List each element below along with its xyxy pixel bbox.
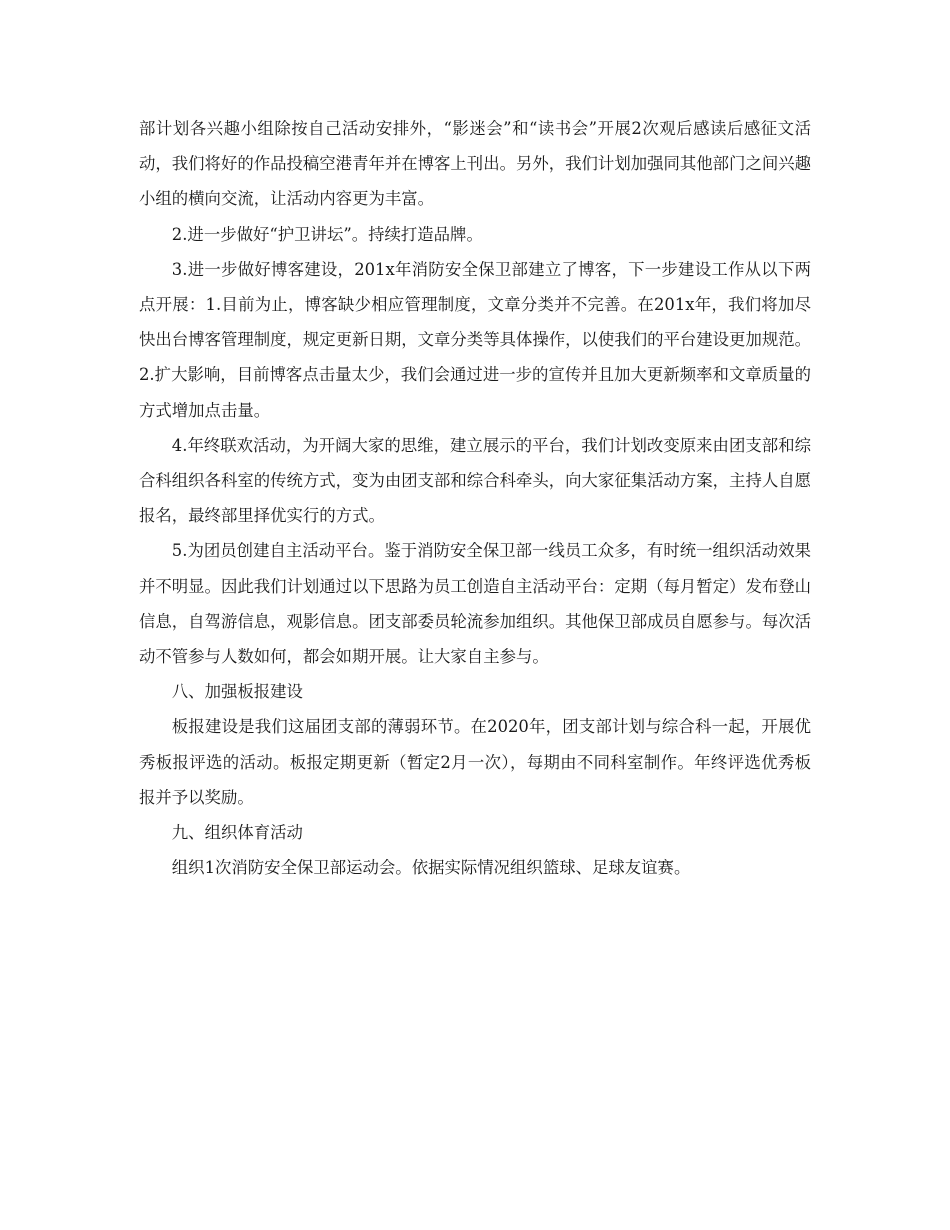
paragraph-blackboard: 板报建设是我们这届团支部的薄弱环节。在2020年，团支部计划与综合科一起，开展优秀板报评选的活动。板报定期更新（暂定2月一次），每期由不同科室制作。年终评选优秀板报并予以奖励。: [139, 717, 811, 807]
section-heading-9: 九、组织体育活动: [171, 823, 303, 843]
paragraph-item-4: 4.年终联欢活动，为开阔大家的思维，建立展示的平台，我们计划改变原来由团支部和综合科组织各科室的传统方式，变为由团支部和综合科牵头，向大家征集活动方案，主持人自愿报名，最终部里择优实行的方式。: [139, 435, 812, 526]
section-heading-8: 八、加强板报建设: [171, 682, 303, 702]
paragraph-item-5: 5.为团员创建自主活动平台。鉴于消防安全保卫部一线员工众多，有时统一组织活动效果并不明显。因此我们计划通过以下思路为员工创造自主活动平台：定期（每月暂定）发布登山信息，自驾游信息，观影信息。团支部委员轮流参加组织。其他保卫部成员自愿参与。每次活动不管参与人数如何，都会如期开展。让大家自主参与。: [139, 541, 812, 667]
paragraph-item-2: 2.进一步做好“护卫讲坛”。持续打造品牌。: [171, 224, 483, 244]
paragraph-sports: 组织1次消防安全保卫部运动会。依据实际情况组织篮球、足球友谊赛。: [171, 858, 691, 878]
paragraph-interest-groups: 部计划各兴趣小组除按自己活动安排外，“影迷会”和“读书会”开展2次观后感读后感征文活动，我们将好的作品投稿空港青年并在博客上刊出。另外，我们计划加强同其他部门之间兴趣小组的横向交流，让活动内容更为丰富。: [139, 119, 812, 209]
paragraph-item-3: 3.进一步做好博客建设，201x年消防安全保卫部建立了博客，下一步建设工作从以下两点开展：1.目前为止，博客缺少相应管理制度，文章分类并不完善。在201x年，我们将加尽快出台博客管理制度，规定更新日期，文章分类等具体操作，以使我们的平台建设更加规范。2.扩大影响，目前博客点击量太少，我们会通过进一步的宣传并且加大更新频率和文章质量的方式增加点击量。: [139, 259, 812, 420]
document-body: [139, 111, 811, 885]
